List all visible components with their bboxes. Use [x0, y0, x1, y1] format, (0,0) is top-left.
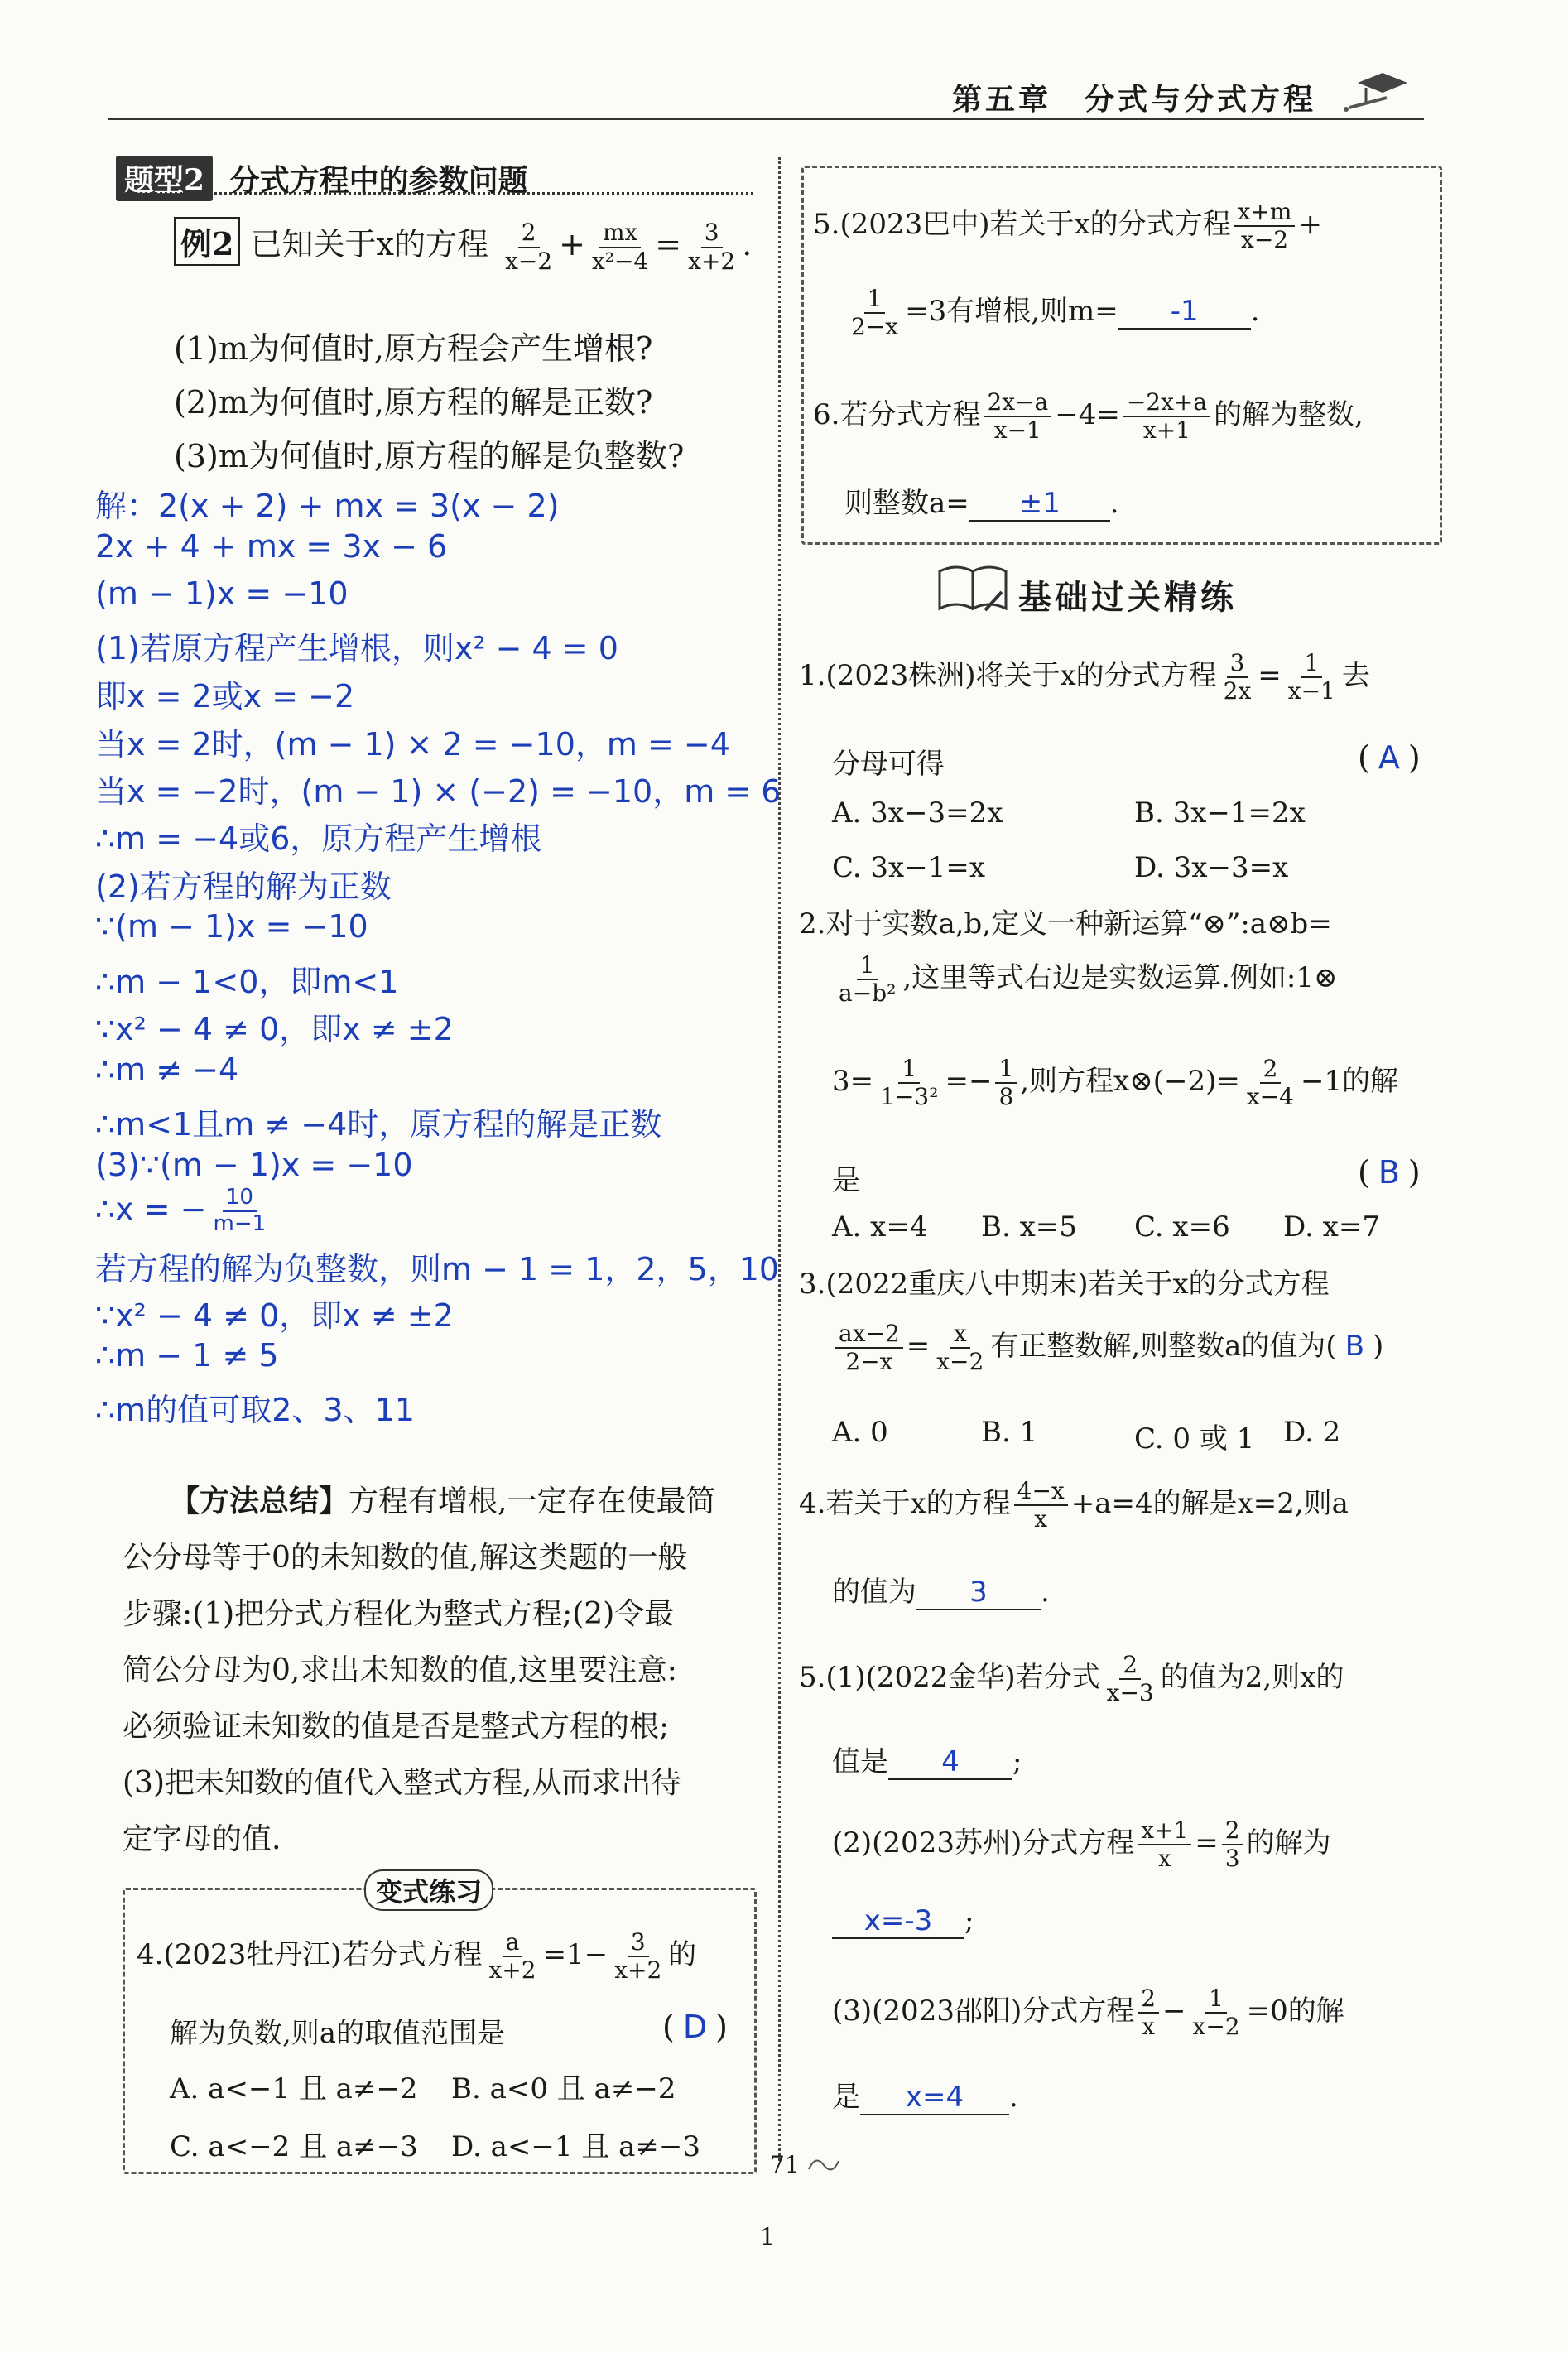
practice-4-answer: ( D ) [662, 2009, 728, 2045]
solution-line: 当x = −2时，(m − 1) × (−2) = −10，m = 6 [95, 773, 782, 810]
option-d: D. a<−1 且 a≠−3 [451, 2130, 701, 2163]
solution-line: ∴m<1且m ≠ −4时，原方程的解是正数 [95, 1106, 662, 1143]
question-1: (1)m为何值时,原方程会产生增根? [174, 330, 653, 367]
basic-2-c: 3= $\frac{1}{\text{1−3²}}$ =− $\frac{1}{8}$ ,则方程x⊗(−2)= $\frac{2}{x-4}$ −1的解 [832, 1055, 1399, 1111]
solution-line: ∴m − 1<0，即m<1 [95, 964, 399, 1000]
option-b: B. x=5 [981, 1210, 1077, 1244]
example-2: 例2 已知关于x的方程 $\frac{2}{x-2}$ + $\frac{mx}{\text{x²−4}}$ = $\frac{3}{x+2}$ . [174, 217, 752, 275]
sub-page-number: 1 [760, 2223, 775, 2250]
method-title: 【方法总结】 [170, 1484, 349, 1518]
option-c: C. 0 或 1 [1134, 1422, 1255, 1456]
basic-2: 2.对于实数a,b,定义一种新运算“⊗”:a⊗b= [799, 907, 1332, 941]
option-d: D. 3x−3=x [1134, 851, 1289, 884]
practice-4-stem: 4.(2023牡丹江)若分式方程 $\frac{a}{x+2}$ =1− $\frac{3}{x+2}$ 的 [137, 1928, 697, 1985]
solution-line: ∴m ≠ −4 [95, 1051, 239, 1088]
practice-tag: 变式练习 [364, 1869, 493, 1911]
option-b: B. 1 [981, 1416, 1038, 1449]
page-number: 71 [770, 2151, 800, 2178]
basic-3-b: $\frac{ax-2}{2-x}$ = $\frac{x}{x-2}$ 有正整数解,则整数a的值为( B ) [832, 1321, 1383, 1375]
solution-line: 解：2(x + 2) + mx = 3(x − 2) [95, 488, 560, 524]
option-c: C. 3x−1=x [832, 851, 986, 884]
question-3: (3)m为何值时,原方程的解是负整数? [174, 438, 685, 474]
basic-1-b: 分母可得 [832, 748, 945, 781]
solution-line: (m − 1)x = −10 [95, 575, 349, 612]
section-tag: 题型2 [116, 156, 213, 201]
basic-5-part-3-b: 是 x=4 . [832, 2081, 1018, 2114]
basic-5-part-2: (2)(2023苏州)分式方程 $\frac{x+1}{x}$ = $\frac{2}{3}$ 的解为 [832, 1816, 1331, 1873]
header-rule [108, 118, 1424, 120]
method-summary-line: 【方法总结】方程有增根,一定存在使最简 [170, 1484, 716, 1518]
section-title: 分式方程中的参数问题 [229, 163, 528, 198]
basic-5-part-3: (3)(2023邵阳)分式方程 $\frac{2}{x}$ − $\frac{1}{x-2}$ =0的解 [832, 1985, 1344, 2041]
option-d: D. 2 [1283, 1416, 1341, 1449]
option-a: A. x=4 [832, 1210, 928, 1244]
answer-text: B [1378, 1154, 1400, 1191]
answer-text: A [1378, 739, 1400, 776]
answer-text: 4 [941, 1745, 960, 1778]
basic-practice-title: 基础过关精练 [1018, 578, 1237, 617]
solution-line: ∵(m − 1)x = −10 [95, 908, 368, 945]
basic-5-part-2-b: x=-3 ; [832, 1904, 974, 1939]
basic-3: 3.(2022重庆八中期末)若关于x的分式方程 [799, 1268, 1330, 1301]
solution-line: ∵x² − 4 ≠ 0，即x ≠ ±2 [95, 1011, 454, 1047]
solution-line: ∴m的值可取2、3、11 [95, 1392, 415, 1428]
solution-line: ∴m − 1 ≠ 5 [95, 1337, 279, 1374]
basic-2-d: 是 [832, 1164, 860, 1197]
solution-line: 若方程的解为负整数，则m − 1 = 1，2，5，10 [95, 1251, 780, 1287]
basic-2-answer: ( B ) [1358, 1154, 1421, 1191]
example-label: 例2 [174, 217, 240, 266]
solution-line: (3)∵(m − 1)x = −10 [95, 1147, 413, 1183]
solution-line: ∴m = −4或6，原方程产生增根 [95, 820, 542, 857]
option-a: A. a<−1 且 a≠−2 [170, 2072, 418, 2105]
section-underline [116, 192, 753, 195]
basic-5-part-1-b: 值是 4 ; [832, 1745, 1022, 1778]
basic-2-b: $\frac{1}{\text{a−b²}}$ ,这里等式右边是实数运算.例如:1⊗ [839, 951, 1338, 1008]
graduation-cap-pencil-icon [1341, 58, 1416, 119]
answer-text: x=4 [905, 2081, 964, 2114]
basic-5-part-1: 5.(1)(2022金华)若分式 $\frac{2}{x-3}$ 的值为2,则x的 [799, 1651, 1344, 1707]
solution-line-fraction: ∴x = − $\frac{10}{m-1}$ [95, 1185, 267, 1236]
answer-text: ±1 [1018, 487, 1061, 520]
question-2: (2)m为何值时,原方程的解是正数? [174, 384, 653, 421]
basic-1: 1.(2023株洲)将关于x的分式方程 $\frac{3}{2x}$ = $\frac{1}{x-1}$ 去 [799, 649, 1370, 705]
option-c: C. a<−2 且 a≠−3 [170, 2130, 418, 2163]
method-summary-line: 简公分母为0,求出未知数的值,这里要注意: [123, 1653, 677, 1687]
solution-line: 当x = 2时，(m − 1) × 2 = −10，m = −4 [95, 726, 730, 763]
option-a: A. 3x−3=2x [832, 796, 1003, 830]
solution-line: (1)若原方程产生增根，则x² − 4 = 0 [95, 630, 618, 666]
book-icon [936, 559, 1010, 620]
basic-1-answer: ( A ) [1358, 739, 1421, 776]
option-c: C. x=6 [1134, 1210, 1230, 1244]
problem-5: 5.(2023巴中)若关于x的分式方程 $\frac{x+m}{x-2}$ + [813, 198, 1322, 254]
example-stem: 已知关于x的方程 [250, 226, 488, 262]
basic-4: 4.若关于x的方程 $\frac{4-x}{x}$ +a=4的解是x=2,则a [799, 1477, 1349, 1533]
option-d: D. x=7 [1283, 1210, 1380, 1244]
problem-6: 6.若分式方程 $\frac{2x-a}{x-1}$ −4= $\frac{-2x+a}{x+1}$ 的解为整数, [813, 388, 1364, 445]
answer-text: B [1344, 1330, 1365, 1364]
method-summary-line: 定字母的值. [123, 1822, 281, 1856]
solution-line: 2x + 4 + mx = 3x − 6 [95, 528, 448, 565]
method-summary-line: (3)把未知数的值代入整式方程,从而求出待 [123, 1766, 681, 1800]
answer-text: D [682, 2009, 708, 2045]
solution-line: ∵x² − 4 ≠ 0，即x ≠ ±2 [95, 1297, 454, 1334]
method-summary-line: 步骤:(1)把分式方程化为整式方程;(2)令最 [123, 1597, 675, 1631]
answer-text: -1 [1170, 295, 1199, 329]
header-title: 第五章 分式与分式方程 [952, 82, 1317, 117]
practice-4-stem-b: 解为负数,则a的取值范围是 [170, 2017, 506, 2050]
solution-line: 即x = 2或x = −2 [95, 678, 355, 715]
method-summary-line: 必须验证未知数的值是否是整式方程的根; [123, 1710, 670, 1744]
method-summary-line: 公分母等于0的未知数的值,解这类题的一般 [123, 1541, 688, 1575]
basic-4-b: 的值为 3 . [832, 1576, 1050, 1609]
problem-5-b: $\frac{1}{2-x}$ =3有增根,则m= -1 . [851, 285, 1260, 341]
problem-6-b: 则整数a= ±1 . [844, 487, 1119, 520]
option-b: B. 3x−1=2x [1134, 796, 1306, 830]
option-a: A. 0 [832, 1416, 888, 1449]
solution-line: (2)若方程的解为正数 [95, 869, 392, 905]
answer-text: x=-3 [863, 1904, 933, 1937]
option-b: B. a<0 且 a≠−2 [451, 2072, 676, 2105]
answer-text: 3 [969, 1576, 988, 1609]
column-divider [778, 157, 781, 2161]
page-ornament-icon [807, 2153, 840, 2181]
